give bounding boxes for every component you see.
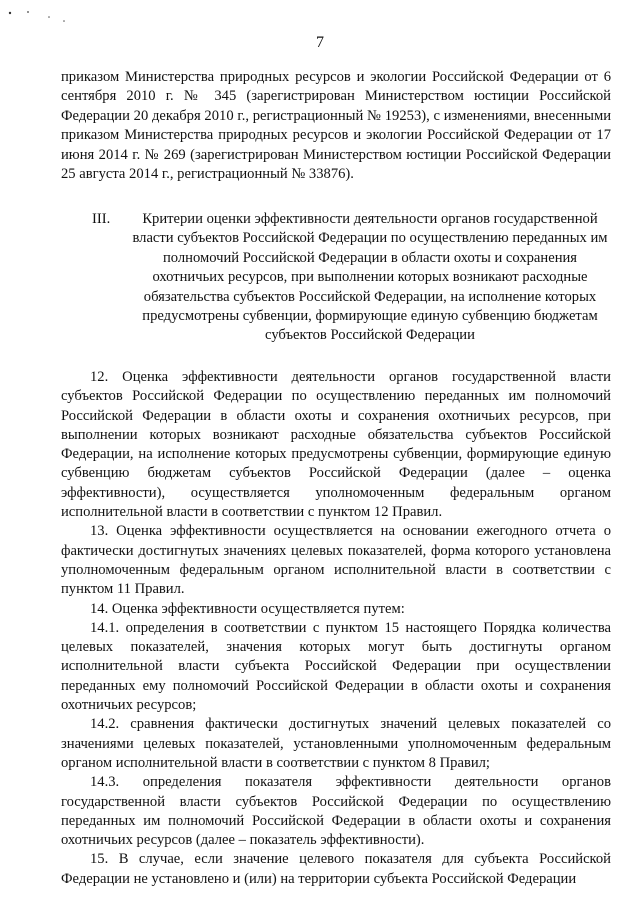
section-number: III. bbox=[92, 211, 111, 227]
main-text bbox=[61, 368, 611, 889]
intro-paragraph: приказом Министерства природных ресурсов и экологии Российской Федерации от 6 сентября 2010 г. № 345 (зарегистрирован Министерством юстиции Российской Федерации 20 декабря 2010 г., регистрационный № 19253), с изменениями, внесенными приказом Министерства природных ресурсов и экологии Российской Федерации от 17 июня 2014 г. № 269 (зарегистрирован Министерством юстиции Российской Федерации 25 августа 2014 г., регистрационный № 33876). bbox=[61, 69, 611, 183]
paragraph-15: 15. В случае, если значение целевого показателя для субъекта Российской Федерации не установлено и (или) на территории субъекта Российской Федерации bbox=[61, 851, 611, 887]
intro-block bbox=[61, 68, 611, 184]
scan-artifact-marks bbox=[6, 8, 76, 28]
paragraph-12: 12. Оценка эффективности деятельности органов государственной власти субъектов Российской Федерации по осуществлению переданных им полномочий Российской Федерации в области охоты и сохранения охотничьих ресурсов, при выполнении которых возникают расходные обязательства субъектов Российской Федерации, на исполнение которых предусмотрены субвенции, формирующие единую субвенцию бюджетам субъектов Российской Федерации (далее – оценка эффективности), осуществляется уполномоченным федеральным органом исполнительной власти в соответствии с пунктом 12 Правил. bbox=[61, 369, 611, 521]
paragraph-14-2: 14.2. сравнения фактически достигнутых значений целевых показателей со значениями целевых показателей, установленными уполномоченным федеральным органом исполнительной власти в соответствии с пунктом 8 Правил; bbox=[61, 716, 611, 771]
paragraph-14-3: 14.3. определения показателя эффективности деятельности органов государственной власти субъектов Российской Федерации по осуществлению переданных им полномочий Российской Федерации в области охоты и сохранения охотничьих ресурсов (далее – показатель эффективности). bbox=[61, 774, 611, 849]
section-title: Критерии оценки эффективности деятельности органов государственной власти субъектов Российской Федерации по осуществлению переданных им полномочий Российской Федерации в области охоты и сохранения охотничьих ресурсов, при выполнении которых возникают расходные обязательства субъектов Российской Федерации, на исполнение которых предусмотрены субвенции, формирующие единую субвенцию бюджетам субъектов Российской Федерации bbox=[132, 211, 608, 344]
paragraph-14: 14. Оценка эффективности осуществляется путем: bbox=[90, 600, 405, 617]
page-number: 7 bbox=[316, 34, 324, 51]
paragraph-13: 13. Оценка эффективности осуществляется на основании ежегодного отчета о фактически достигнутых значениях целевых показателей, форма которого установлена уполномоченным федеральным органом исполнительной власти в соответствии с пунктом 11 Правил. bbox=[61, 523, 611, 598]
paragraph-14-1: 14.1. определения в соответствии с пунктом 15 настоящего Порядка количества целевых показателей, значения которых могут быть достигнуты органом исполнительной власти субъекта Российской Федерации при осуществлении переданных ему полномочий Российской Федерации в области охоты и сохранения охотничьих ресурсов; bbox=[61, 619, 611, 714]
